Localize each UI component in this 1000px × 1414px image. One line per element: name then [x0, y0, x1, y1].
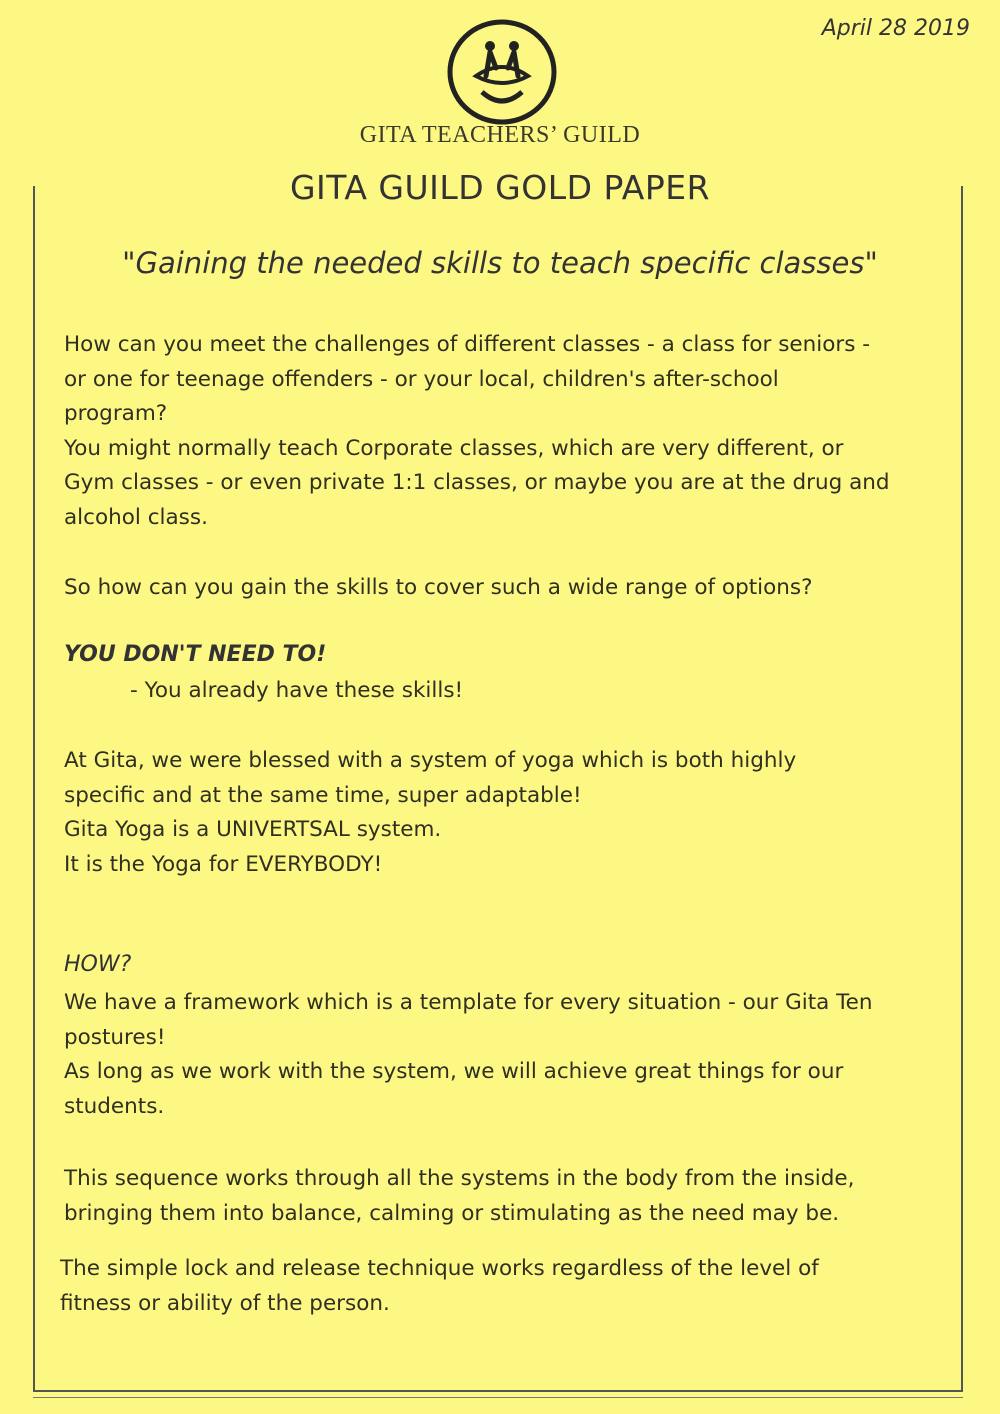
paragraph-intro: How can you meet the challenges of different classes - a class for seniors - or one for teenage offenders - or your local, children's after-school program? You might normally teach Corporate classes, which are very different, or Gym classes - or even private 1:1 classes, or maybe you are at the drug and alcohol class.	[64, 332, 890, 530]
heading-how: HOW?	[64, 952, 132, 977]
paragraph-already-skills: - You already have these skills!	[130, 678, 464, 703]
page-subtitle: "Gaining the needed skills to teach specific classes"	[122, 246, 878, 280]
paragraph-framework: We have a framework which is a template for every situation - our Gita Ten postures! As long as we work with the system, we will achieve great things for our students.	[64, 990, 873, 1119]
paragraph-lock-release: The simple lock and release technique works regardless of the level of fitness or ability of the person.	[60, 1256, 819, 1316]
guild-name: GITA TEACHERS’ GUILD	[359, 122, 641, 148]
paragraph-gita-system: At Gita, we were blessed with a system of yoga which is both highly specific and at the same time, super adaptable! Gita Yoga is a UNIVERTSAL system. It is the Yoga for EVERYBODY!	[64, 748, 797, 877]
paragraph-question: So how can you gain the skills to cover such a wide range of options?	[64, 575, 813, 600]
document-date: April 28 2019	[821, 16, 970, 41]
gita-guild-logo-icon	[446, 18, 558, 126]
heading-dont-need: YOU DON'T NEED TO!	[64, 642, 327, 667]
paragraph-sequence: This sequence works through all the systems in the body from the inside, bringing them into balance, calming or stimulating as the need may be.	[64, 1166, 855, 1226]
page-title: GITA GUILD GOLD PAPER	[289, 168, 711, 207]
